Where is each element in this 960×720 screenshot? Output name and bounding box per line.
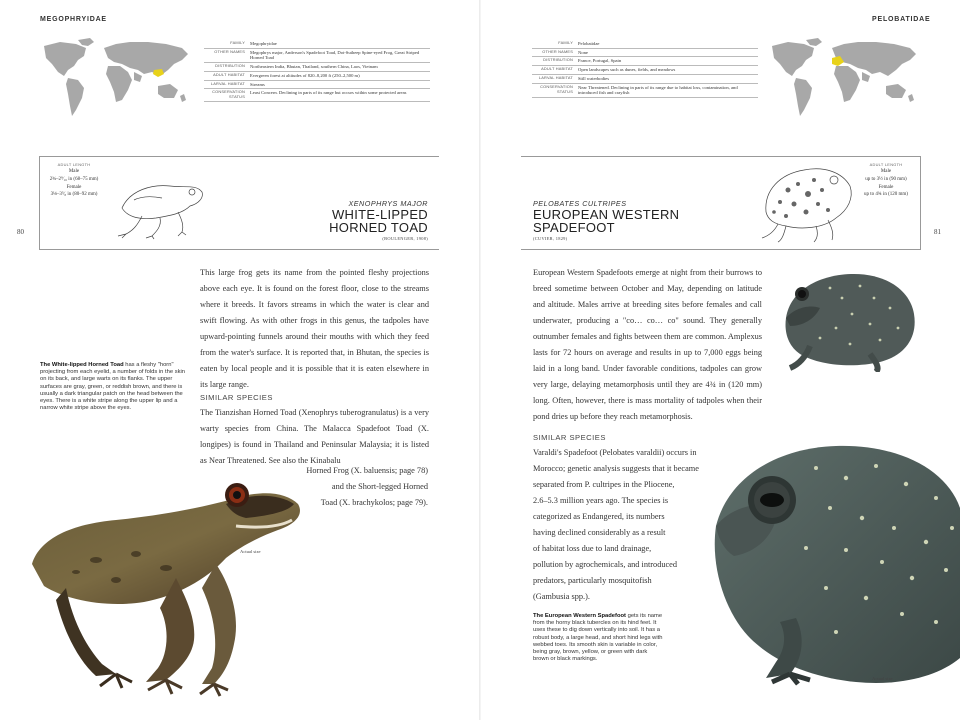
left-page-number: 80 (17, 228, 24, 236)
length-female-label: Female (878, 184, 894, 190)
scientific-name: XENOPHRYS MAJOR (348, 199, 428, 208)
right-adult-length (856, 162, 916, 199)
length-male-label: Male (880, 169, 892, 175)
right-similar-heading: SIMILAR SPECIES (533, 433, 606, 442)
left-fact-sheet (204, 40, 430, 102)
fact-value: Megophrys major, Anderson's Spadefoot Toad, Dot-Sutheep Spine-eyed Frog, Great Striped Horned Toad (250, 49, 420, 61)
white-lipped-horned-toad-photo (26, 468, 306, 700)
spadefoot-small-photo (780, 268, 920, 372)
fact-value: None (578, 49, 588, 55)
left-similar-tail-2: and the Short-legged Horned (331, 482, 428, 491)
right-body-paragraph: European Western Spadefoots emerge at night from their burrows to breed sometime between October and May, depending on latitude and altitude. Males arrive at breeding sites before females and call underwater, producing a "co… co… co" sound. They generally outnumber females and fights between them are common. Amplexus lasts for 72 hours on average and results in up to 7,000 eggs being laid in a long band. Under favorable conditions, tadpoles can grow very large, delaying metamorphosis until they are 4¾ in (120 mm) long. Often, however, there is mass mortality of tadpoles when their pond dries up before they reach metamorphosis. (533, 268, 762, 421)
world-landmass (772, 38, 916, 116)
spadefoot-size-outline (758, 160, 856, 244)
fact-row (204, 81, 430, 90)
common-name-line2: HORNED TOAD (329, 220, 428, 235)
common-name-line2: SPADEFOOT (533, 220, 615, 235)
right-page-number: 81 (934, 228, 941, 236)
length-female-value: up to 4¾ in (120 mm) (864, 192, 908, 198)
fact-label: ADULT HABITAT (213, 71, 245, 77)
fact-row (532, 75, 758, 84)
similar-line: Morocco; genetic analysis suggests that it became (533, 464, 699, 473)
caption-text: has a fleshy "horn" projecting from each eyelid, a number of folds in the skin on its back, and large warts on its flanks. The upper surfaces are gray, green, or reddish brown, and there is usually a dark triangular patch on the head between the eyes. There is a white stripe along the upper lip and a narrow white stripe above the eyes. (40, 362, 185, 412)
length-heading: ADULT LENGTH (57, 162, 91, 167)
fact-label: OTHER NAMES (542, 48, 573, 54)
left-similar-tail-3: Toad (X. brachykolos; page 79). (320, 498, 428, 507)
fact-value: Near Threatened. Declining in parts of its range due to habitat loss, contamination, and introduced fish and crayfish (578, 84, 738, 96)
length-female-label: Female (66, 184, 82, 190)
fact-value: Open landscapes such as dunes, fields, and meadows (578, 67, 676, 73)
fact-row (204, 49, 430, 63)
left-running-head: MEGOPHRYIDAE (40, 16, 107, 23)
common-name-line1: EUROPEAN WESTERN (533, 207, 680, 222)
left-similar-heading: SIMILAR SPECIES (200, 393, 273, 402)
left-body-paragraph: This large frog gets its name from the pointed fleshy projections above each eye. It is found on the forest floor, close to the streams where it breeds. It favors streams in which the water is clear and swift flowing. As with other frogs in this genus, the tadpoles have upward-pointing funnels around their mouths with which they feed from the water's surface. It is reported that, in Bhutan, the species is eaten by local people and it is possible that it is eaten elsewhere in its large range. (200, 268, 429, 389)
left-photo-caption (40, 362, 190, 412)
length-male-value: up to 3½ in (90 mm) (865, 176, 907, 182)
similar-line: separated from P. cultripes in the Pliocene, (533, 480, 675, 489)
fact-value: Pelobatidae (578, 41, 600, 46)
left-species-heading (240, 199, 428, 241)
fact-label: DISTRIBUTION (215, 63, 245, 69)
right-running-head: PELOBATIDAE (872, 16, 931, 23)
left-similar-text: The Tianzishan Horned Toad (Xenophrys tuberogranulatus) is a very warty species from China. The Malacca Spadefoot Toad (X. longipes) is found in Thailand and Peninsular Malaysia; it is listed as Near Threatened. See also the Kinabalu (200, 408, 429, 465)
common-name-line1: WHITE-LIPPED (331, 207, 428, 222)
fact-label: CONSERVATION STATUS (540, 83, 573, 94)
caption-bold: The White-lipped Horned Toad (40, 362, 124, 368)
world-landmass (44, 38, 188, 116)
fact-value: Megophryidae (250, 41, 277, 46)
scientific-name: PELOBATES CULTRIPES (533, 199, 627, 208)
similar-line: having declined considerably as a result (533, 528, 666, 537)
fact-row (532, 49, 758, 58)
left-similar-tail-1: Horned Frog (X. baluensis; page 78) (306, 466, 428, 475)
similar-line: pollution by agrochemicals, and introduced (533, 560, 678, 569)
fact-value: Evergreen forest at altitudes of 820–8,200 ft (250–2,500 m) (250, 72, 360, 78)
left-distribution-map (38, 36, 198, 122)
fact-label: CONSERVATION STATUS (212, 89, 245, 100)
similar-line: categorized as Endangered, its numbers (533, 512, 665, 521)
fact-row (204, 63, 430, 72)
similar-line: 2.6–5.3 million years ago. The species is (533, 496, 669, 505)
fact-label: LARVAL HABITAT (538, 74, 573, 80)
authority: (CUVIER, 1829) (533, 236, 568, 241)
fact-value: France, Portugal, Spain (578, 58, 622, 64)
fact-row (532, 40, 758, 49)
length-heading: ADULT LENGTH (869, 162, 903, 167)
left-actual-size-label: Actual size (240, 549, 261, 554)
similar-line: (Gambusia spp.). (533, 592, 590, 601)
length-male-label: Male (68, 169, 80, 175)
caption-bold: The European Western Spadefoot (533, 613, 626, 619)
fact-row (532, 66, 758, 75)
fact-label: LARVAL HABITAT (210, 80, 245, 86)
right-fact-sheet (532, 40, 758, 98)
similar-line: predators, particularly mosquitofish (533, 576, 652, 585)
fact-row (204, 72, 430, 81)
right-species-heading (533, 199, 733, 241)
frog-size-outline (112, 178, 207, 240)
left-adult-length (44, 162, 104, 199)
fact-value: Streams (250, 81, 265, 87)
authority: (BOULENGER, 1908) (382, 236, 428, 241)
right-photo-caption (533, 613, 663, 663)
caption-text: gets its name from the horny black tubercles on its hind feet. It uses these to dig down vertically into soil. It has a robust body, a large head, and short hind legs with webbed toes. Its smooth skin is variable in color, being gray, brown, yellow, or green with dark brown or black markings. (533, 613, 663, 663)
length-female-value: 3⅛–3⁵⁄₈ in (80–92 mm) (50, 192, 98, 198)
right-actual-size-label: Actual size (872, 676, 893, 681)
fact-row (532, 84, 758, 98)
fact-row (532, 57, 758, 66)
right-distribution-map (766, 36, 926, 122)
fact-value: Northeastern India, Bhutan, Thailand, southern China, Laos, Vietnam (250, 64, 378, 70)
book-gutter (479, 0, 481, 720)
length-male-value: 2¾–2⁹⁄₁₆ in (68–75 mm) (49, 176, 99, 182)
fact-label: DISTRIBUTION (543, 57, 573, 63)
fact-label: OTHER NAMES (214, 48, 245, 54)
range-highlight (153, 69, 164, 77)
similar-line: of habitat loss due to land drainage, (533, 544, 652, 553)
fact-row (204, 40, 430, 49)
fact-row (204, 89, 430, 102)
fact-value: Still waterbodies (578, 75, 610, 81)
spadefoot-large-photo (706, 438, 960, 686)
fact-label: FAMILY (558, 40, 573, 45)
fact-label: ADULT HABITAT (541, 66, 573, 72)
fact-label: FAMILY (230, 40, 245, 45)
similar-line: Varaldi's Spadefoot (Pelobates varaldii) occurs in (533, 448, 697, 457)
fact-value: Least Concern. Declining in parts of its range but occurs within some protected areas (250, 90, 407, 96)
